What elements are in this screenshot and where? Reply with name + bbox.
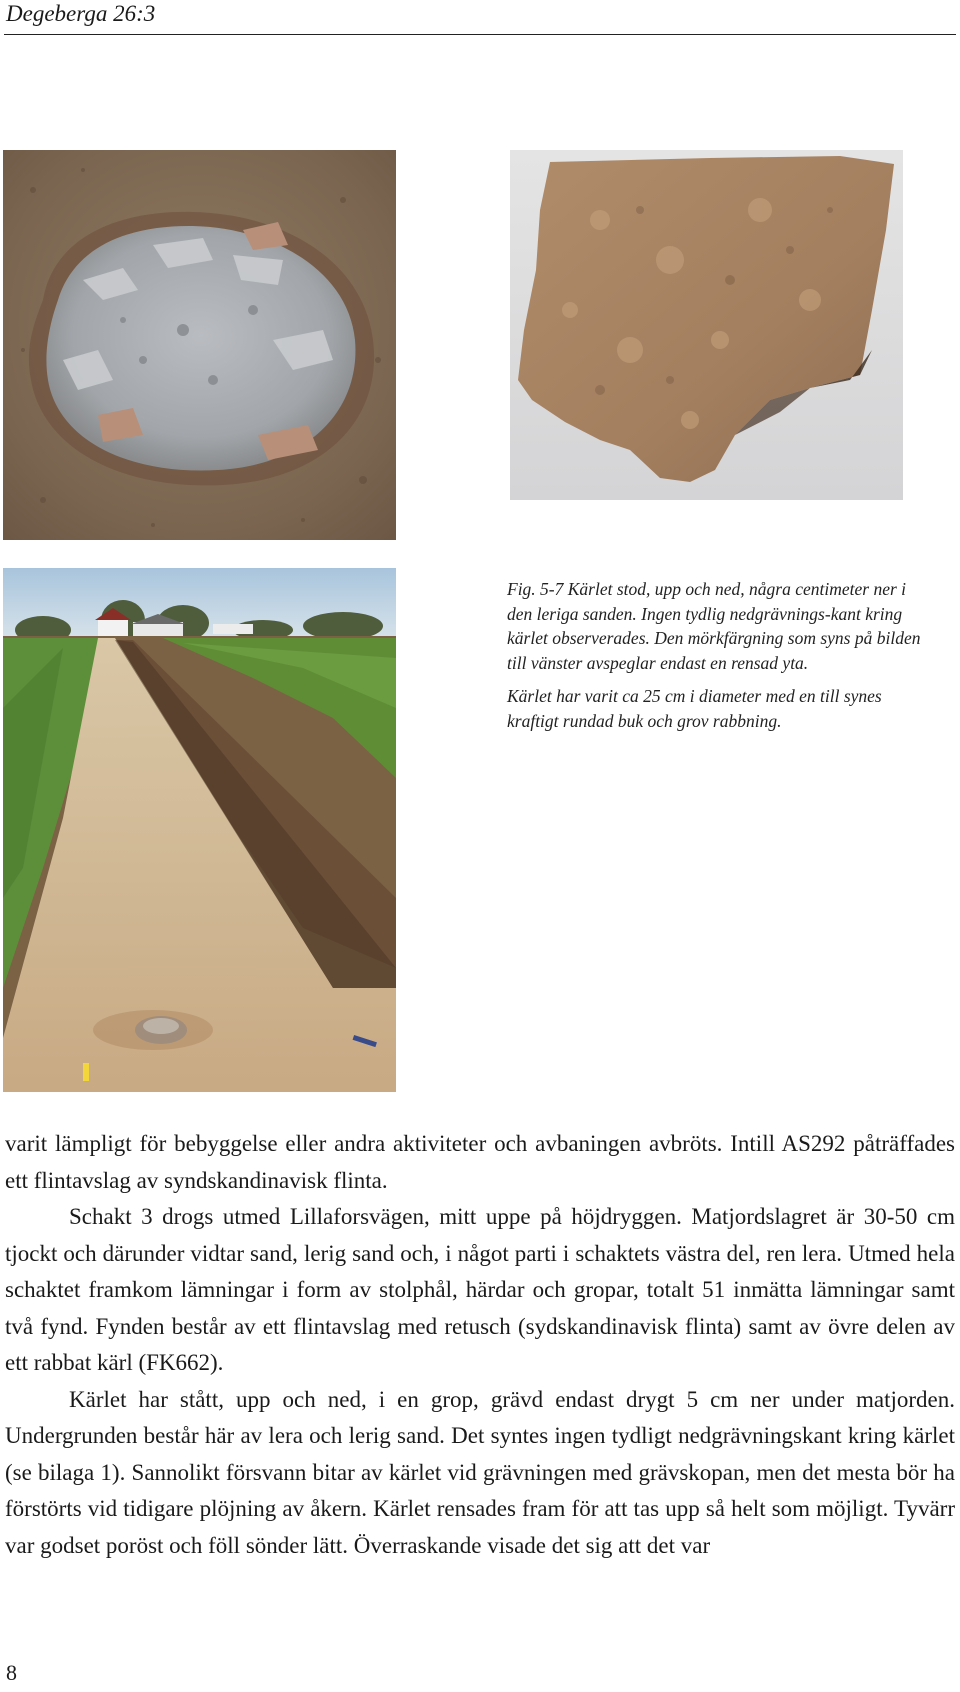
photo-trench	[3, 568, 396, 1092]
photo-pottery-sherd-image	[510, 150, 903, 500]
photo-trench-image	[3, 568, 396, 1092]
photo-pottery-sherd	[510, 150, 903, 500]
photo-pot-in-situ	[3, 150, 396, 540]
caption-paragraph-2: Kärlet har varit ca 25 cm i diameter med en till synes kraftigt rundad buk och grov rabbning.	[507, 686, 882, 731]
caption-paragraph-1: Fig. 5-7 Kärlet stod, upp och ned, några centimeter ner i den leriga sanden. Ingen tydlig nedgrävnings-kant kring kärlet observerades. Den mörkfärgning som syns på bilden till vänster avspeglar endast en rensad yta.	[507, 579, 921, 673]
running-header	[4, 0, 956, 35]
body-paragraph-2: Schakt 3 drogs utmed Lillaforsvägen, mitt uppe på höjdryggen. Matjordslagret är 30-50 cm tjockt och därunder vidtar sand, lerig sand och, i något parti i schaktets västra del, ren lera. Utmed hela schaktet framkom lämningar i form av stolphål, härdar och gropar, totalt 51 inmätta lämningar samt två fynd. Fynden består av ett flintavslag med retusch (sydskandinavisk flinta) samt av övre delen av ett rabbat kärl (FK662).	[5, 1204, 955, 1375]
body-text	[5, 1126, 955, 1564]
running-header-title: Degeberga 26:3	[6, 1, 156, 26]
page-number: 8	[6, 1660, 17, 1685]
body-paragraph-1: varit lämpligt för bebyggelse eller andra aktiviteter och avbaningen avbröts. Intill AS292 påträffades ett flintavslag av syndskandinavisk flinta.	[5, 1131, 955, 1193]
photo-pot-in-situ-image	[3, 150, 396, 540]
body-paragraph-3: Kärlet har stått, upp och ned, i en grop, grävd endast drygt 5 cm ner under matjorden. Undergrunden består här av lera och lerig sand. Det syntes ingen tydligt nedgrävningskant kring kärlet (se bilaga 1). Sannolikt försvann bitar av kärlet vid grävningen med grävskopan, men det mesta bör ha förstörts vid tidigare plöjning av åkern. Kärlet rensades fram för att tas upp så helt som möjligt. Tyvärr var godset poröst och föll sönder lätt. Överraskande visade det sig att det var	[5, 1386, 955, 1558]
figure-caption	[507, 577, 927, 742]
